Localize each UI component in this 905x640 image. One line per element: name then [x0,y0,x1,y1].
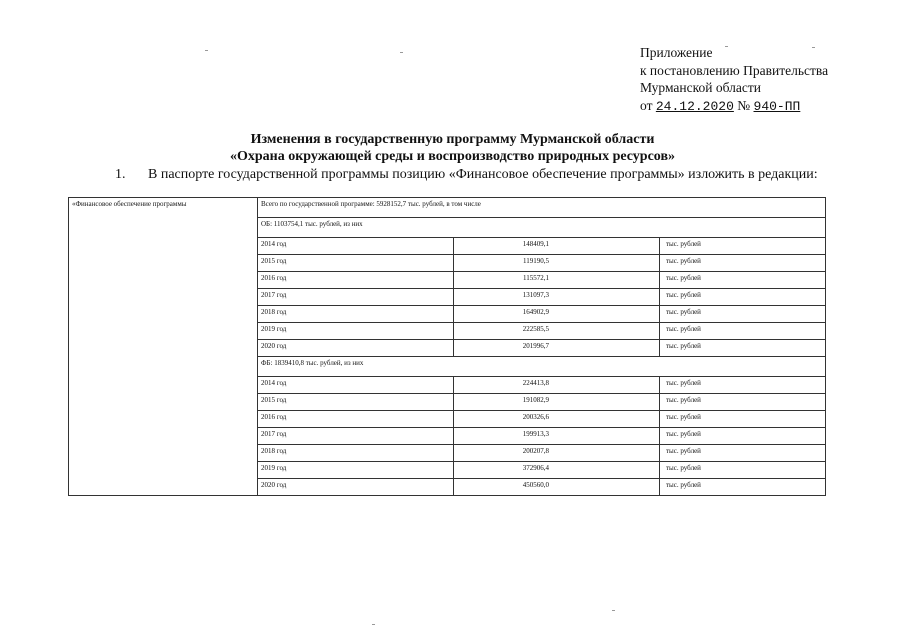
year-cell: 2015 год [258,394,454,411]
value-cell: 119190,5 [454,255,660,272]
appendix-block [640,44,828,115]
unit-cell: тыс. рублей [660,255,826,272]
year-cell: 2018 год [258,445,454,462]
group-heading: ФБ: 1839410,8 тыс. рублей, из них [258,357,826,377]
year-cell: 2017 год [258,428,454,445]
paragraph-1 [115,167,818,183]
scan-speck [812,47,815,48]
value-cell: 450560,0 [454,479,660,496]
year-cell: 2014 год [258,238,454,255]
appendix-resolution: к постановлению Правительства [640,62,829,78]
appendix-title: Приложение [640,45,713,60]
year-cell: 2019 год [258,323,454,340]
value-cell: 224413,8 [454,377,660,394]
scan-speck [372,624,375,625]
unit-cell: тыс. рублей [660,462,826,479]
value-cell: 200207,8 [454,445,660,462]
appendix-region: Мурманской области [640,80,761,95]
unit-cell: тыс. рублей [660,272,826,289]
value-cell: 201996,7 [454,340,660,357]
title-line-1: Изменения в государственную программу Мурманской области [250,132,655,147]
year-cell: 2016 год [258,272,454,289]
unit-cell: тыс. рублей [660,323,826,340]
unit-cell: тыс. рублей [660,340,826,357]
number-prefix: № [737,97,751,113]
value-cell: 222585,5 [454,323,660,340]
unit-cell: тыс. рублей [660,306,826,323]
value-cell: 131097,3 [454,289,660,306]
unit-cell: тыс. рублей [660,411,826,428]
year-cell: 2015 год [258,255,454,272]
resolution-date: 24.12.2020 [655,98,734,114]
scan-speck [612,610,615,611]
year-cell: 2014 год [258,377,454,394]
financing-table [68,197,826,496]
year-cell: 2020 год [258,479,454,496]
paragraph-text: В паспорте государственной программы позицию «Финансовое обеспечение программы» изложить в редакции: [148,167,818,182]
total-row [69,198,826,218]
date-prefix: от [640,97,653,113]
unit-cell: тыс. рублей [660,479,826,496]
value-cell: 372906,4 [454,462,660,479]
unit-cell: тыс. рублей [660,289,826,306]
value-cell: 191082,9 [454,394,660,411]
year-cell: 2020 год [258,340,454,357]
scan-speck [725,46,728,47]
scan-speck [400,52,403,53]
unit-cell: тыс. рублей [660,377,826,394]
document-title [0,131,905,165]
unit-cell: тыс. рублей [660,428,826,445]
value-cell: 164902,9 [454,306,660,323]
year-cell: 2016 год [258,411,454,428]
unit-cell: тыс. рублей [660,238,826,255]
group-heading: ОБ: 1103754,1 тыс. рублей, из них [258,218,826,238]
paragraph-number: 1. [115,167,126,182]
scan-speck [205,50,208,51]
value-cell: 200326,6 [454,411,660,428]
year-cell: 2019 год [258,462,454,479]
value-cell: 148409,1 [454,238,660,255]
unit-cell: тыс. рублей [660,445,826,462]
title-line-2: «Охрана окружающей среды и воспроизводство природных ресурсов» [230,149,675,164]
value-cell: 115572,1 [454,272,660,289]
year-cell: 2018 год [258,306,454,323]
year-cell: 2017 год [258,289,454,306]
resolution-number: 940-ПП [753,98,801,114]
appendix-date-line [640,97,828,116]
value-cell: 199913,3 [454,428,660,445]
financing-label-cell: «Финансовое обеспечение программы [69,198,258,496]
unit-cell: тыс. рублей [660,394,826,411]
total-cell: Всего по государственной программе: 5928152,7 тыс. рублей, в том числе [258,198,826,218]
